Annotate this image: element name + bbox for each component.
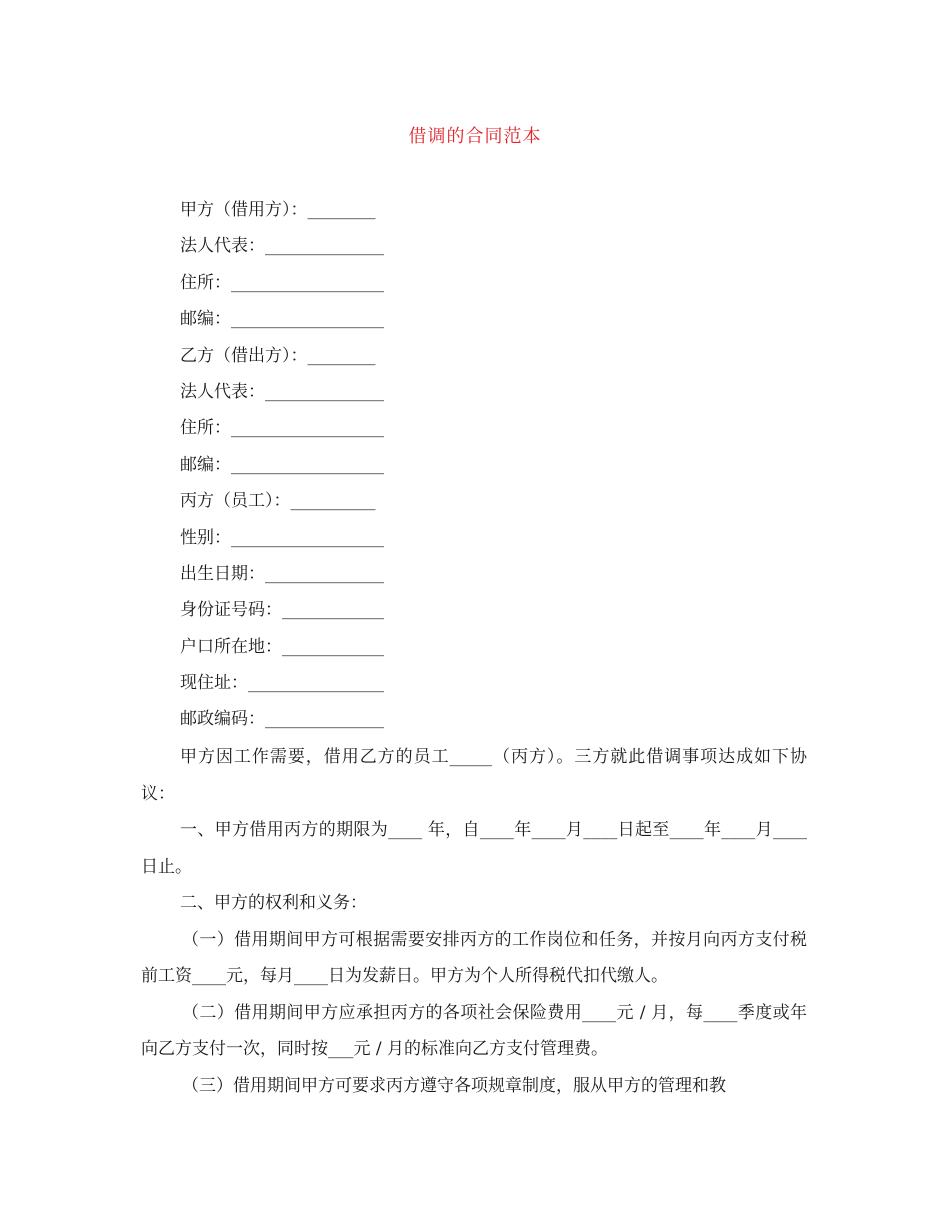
paragraph-clause-2-item-2: （二）借用期间甲方应承担丙方的各项社会保险费用____元 / 月，每____季度或年向乙方支付一次，同时按___元 / 月的标准向乙方支付管理费。 bbox=[141, 1002, 807, 1059]
field-party-b bbox=[180, 342, 384, 378]
field-label: 出生日期： bbox=[180, 563, 265, 584]
field-blank: ______________ bbox=[265, 236, 384, 257]
field-postal-code bbox=[180, 705, 384, 741]
field-party-a bbox=[180, 196, 384, 232]
paragraph-clause-2-item-3: （三）借用期间甲方可要求丙方遵守各项规章制度，服从甲方的管理和教 bbox=[182, 1075, 726, 1096]
field-birth-date bbox=[180, 560, 384, 596]
field-label: 丙方（员工）： bbox=[180, 491, 291, 512]
field-party-a-address bbox=[180, 269, 384, 305]
paragraph-clause-2-heading: 二、甲方的权利和义务： bbox=[180, 893, 367, 913]
field-label: 户口所在地： bbox=[180, 636, 282, 657]
field-blank: ____________ bbox=[282, 600, 384, 621]
field-label: 邮编： bbox=[180, 454, 231, 475]
field-gender bbox=[180, 524, 384, 560]
paragraph-intro: 甲方因工作需要，借用乙方的员工_____（丙方）。三方就此借调事项达成如下协议： bbox=[141, 747, 807, 804]
field-blank: ______________ bbox=[265, 563, 384, 584]
field-label: 乙方（借出方）： bbox=[180, 345, 308, 366]
field-label: 邮政编码： bbox=[180, 709, 265, 730]
field-blank: ________ bbox=[307, 345, 376, 366]
field-blank: ______________ bbox=[265, 381, 384, 402]
field-party-b-legal-rep bbox=[180, 378, 384, 414]
field-blank: ____________ bbox=[282, 636, 384, 657]
paragraph-clause-1: 一、甲方借用丙方的期限为____ 年，自____年____月____日起至____年____月____日止。 bbox=[141, 820, 807, 877]
field-label: 邮编： bbox=[180, 309, 231, 330]
agreement-body bbox=[141, 739, 807, 1104]
document-title: 借调的合同范本 bbox=[408, 126, 542, 147]
field-label: 住所： bbox=[180, 272, 231, 293]
field-party-b-postcode bbox=[180, 451, 384, 487]
field-blank: ________________ bbox=[248, 673, 384, 694]
field-blank: __________ bbox=[290, 491, 376, 512]
field-blank: __________________ bbox=[231, 418, 384, 439]
field-label: 甲方（借用方）： bbox=[180, 200, 308, 220]
field-blank: __________________ bbox=[231, 272, 384, 293]
field-current-address bbox=[180, 669, 384, 705]
field-label: 住所： bbox=[180, 418, 231, 439]
field-label: 现住址： bbox=[180, 673, 248, 694]
field-id-number bbox=[180, 596, 384, 632]
field-blank: ______________ bbox=[265, 709, 384, 730]
field-household-registration bbox=[180, 633, 384, 669]
field-blank: __________________ bbox=[231, 309, 384, 330]
field-party-c bbox=[180, 487, 384, 523]
field-blank: ________ bbox=[307, 200, 376, 220]
field-label: 法人代表： bbox=[180, 236, 265, 257]
field-party-a-postcode bbox=[180, 305, 384, 341]
paragraph-clause-2-item-1: （一）借用期间甲方可根据需要安排丙方的工作岗位和任务，并按月向丙方支付税前工资____元，每月____日为发薪日。甲方为个人所得税代扣代缴人。 bbox=[141, 929, 807, 986]
field-party-b-address bbox=[180, 414, 384, 450]
field-party-a-legal-rep bbox=[180, 232, 384, 268]
field-label: 身份证号码： bbox=[180, 600, 282, 621]
party-info-fields bbox=[180, 196, 384, 742]
field-blank: __________________ bbox=[231, 527, 384, 548]
field-label: 性别： bbox=[180, 527, 231, 548]
field-label: 法人代表： bbox=[180, 381, 265, 402]
field-blank: __________________ bbox=[231, 454, 384, 475]
